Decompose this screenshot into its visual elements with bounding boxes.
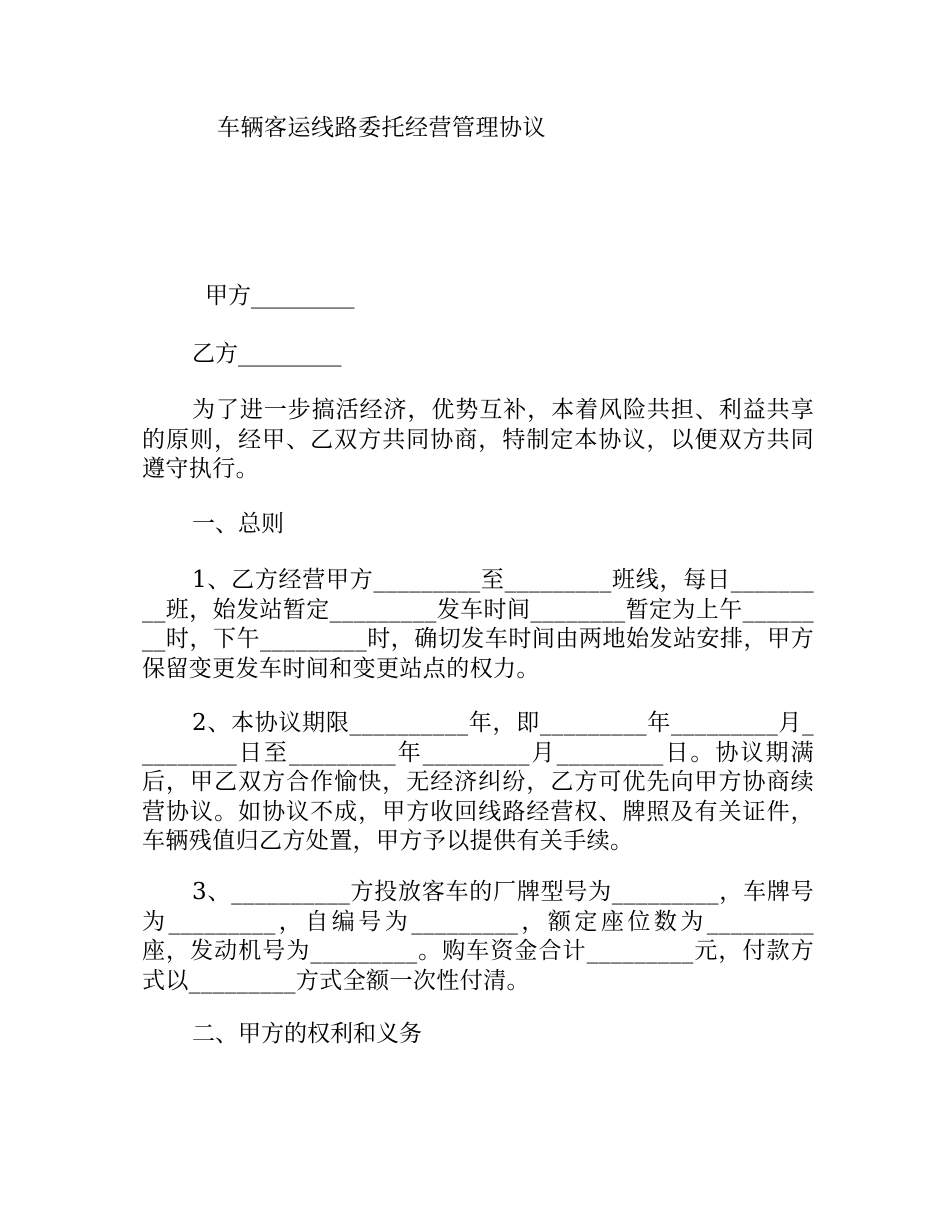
intro-paragraph: 为了进一步搞活经济，优势互补，本着风险共担、利益共享的原则，经甲、乙双方共同协商，特制定本协议，以便双方共同遵守执行。 [142,397,814,482]
clause-2-paragraph: 2、本协议期限__________年，即_________年_________月_________日至_________年_________月_________日。协议期满后，甲乙双方合作愉快，无经济纠纷，乙方可优先向甲方协商续营协议。如协议不成，甲方收回线路经营权、牌照及有关证件，车辆残值归乙方处置，甲方予以提供有关手续。 [142,710,814,854]
party-b-line: 乙方_________ [192,341,342,367]
clause-3-paragraph: 3、__________方投放客车的厂牌型号为_________，车牌号为_________，自编号为_________，额定座位数为_________座，发动机号为_________。购车资金合计_________元，付款方式以_________方式全额一次性付清。 [142,879,814,994]
section-heading-general: 一、总则 [192,511,284,537]
document-title: 车辆客运线路委托经营管理协议 [217,115,546,141]
party-a-line: 甲方_________ [205,283,355,309]
clause-1-paragraph: 1、乙方经营甲方_________至_________班线，每日_________班，始发站暂定_________发车时间________暂定为上午________时，下午_________时，确切发车时间由两地始发站安排，甲方保留变更发车时间和变更站点的权力。 [142,567,814,682]
section-heading-party-a-rights: 二、甲方的权利和义务 [192,1021,422,1047]
